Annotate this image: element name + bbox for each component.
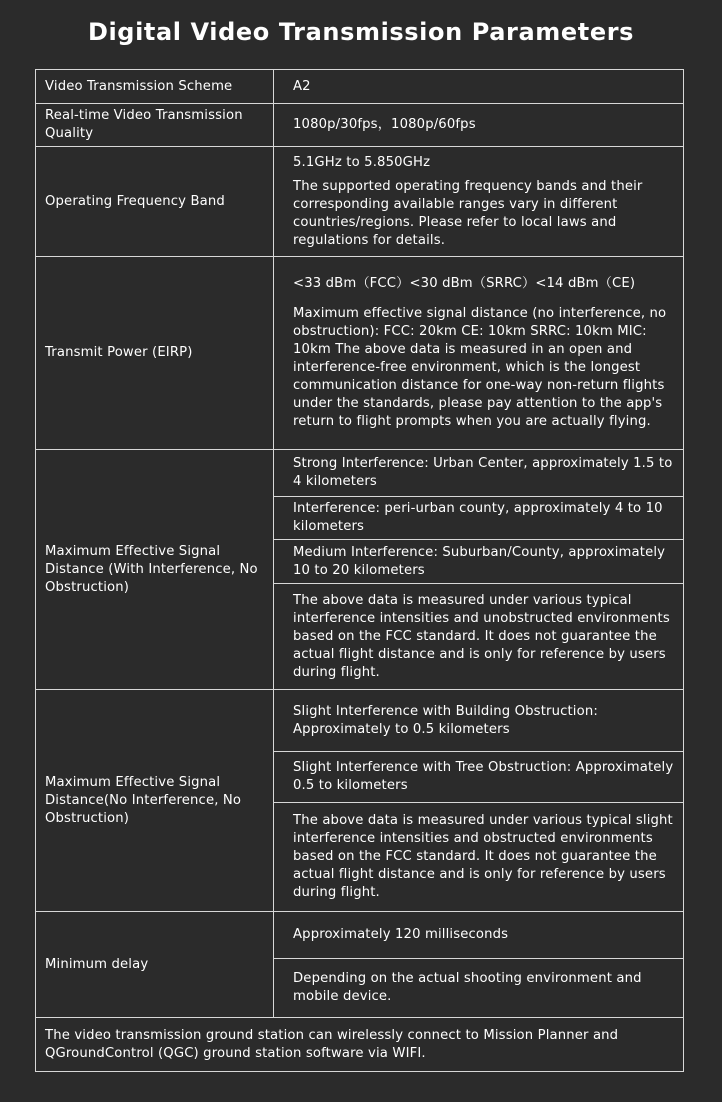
row-value: Strong Interference: Urban Center, approximately 1.5 to 4 kilometers xyxy=(274,450,684,497)
row-value: The above data is measured under various typical slight interference intensities and obstructed environments based on the FCC standard. It does not guarantee the actual flight distance and is only for reference by users during flight. xyxy=(274,803,684,912)
table-row xyxy=(36,147,684,257)
row-value: A2 xyxy=(274,70,684,104)
table-row xyxy=(36,912,684,959)
table-row xyxy=(36,1018,684,1072)
row-label: Minimum delay xyxy=(36,912,274,1018)
row-value: Slight Interference with Building Obstruction: Approximately to 0.5 kilometers xyxy=(274,690,684,752)
row-value: Interference: peri-urban county, approximately 4 to 10 kilometers xyxy=(274,497,684,540)
frequency-note: The supported operating frequency bands and their corresponding available ranges vary in different countries/regions. Please refer to local laws and regulations for details. xyxy=(293,178,643,248)
row-value: The above data is measured under various typical interference intensities and unobstructed environments based on the FCC standard. It does not guarantee the actual flight distance and is only for reference by users during flight. xyxy=(274,584,684,690)
power-values: <33 dBm（FCC）<30 dBm（SRRC）<14 dBm（CE) xyxy=(293,276,636,291)
table-row xyxy=(36,690,684,752)
row-label: Maximum Effective Signal Distance (With Interference, No Obstruction) xyxy=(36,450,274,690)
footer-note: The video transmission ground station can wirelessly connect to Mission Planner and QGroundControl (QGC) ground station software via WIFI. xyxy=(36,1018,684,1072)
table-row xyxy=(36,70,684,104)
row-label: Maximum Effective Signal Distance(No Interference, No Obstruction) xyxy=(36,690,274,912)
page-title: Digital Video Transmission Parameters xyxy=(87,18,635,46)
row-label: Video Transmission Scheme xyxy=(36,70,274,104)
spec-table xyxy=(35,69,684,1072)
table-row xyxy=(36,257,684,450)
power-note: Maximum effective signal distance (no interference, no obstruction): FCC: 20km CE: 10km SRRC: 10km MIC: 10km The above data is measured in an open and interference-free environment, which is the longest communication distance for one-way non-return flights under the standards, please pay attention to the app's return to flight prompts when you are actually flying. xyxy=(293,306,667,429)
row-value: Slight Interference with Tree Obstruction: Approximately 0.5 to kilometers xyxy=(274,752,684,803)
table-row xyxy=(36,104,684,147)
row-value: 1080p/30fps，1080p/60fps xyxy=(274,104,684,147)
row-value xyxy=(274,257,684,450)
row-value: Approximately 120 milliseconds xyxy=(274,912,684,959)
row-label: Transmit Power (EIRP) xyxy=(36,257,274,450)
row-value: Depending on the actual shooting environment and mobile device. xyxy=(274,959,684,1018)
frequency-band: 5.1GHz to 5.850GHz xyxy=(293,154,431,170)
row-label: Real-time Video Transmission Quality xyxy=(36,104,274,147)
table-row xyxy=(36,450,684,497)
row-label: Operating Frequency Band xyxy=(36,147,274,257)
row-value xyxy=(274,147,684,257)
row-value: Medium Interference: Suburban/County, approximately 10 to 20 kilometers xyxy=(274,540,684,584)
